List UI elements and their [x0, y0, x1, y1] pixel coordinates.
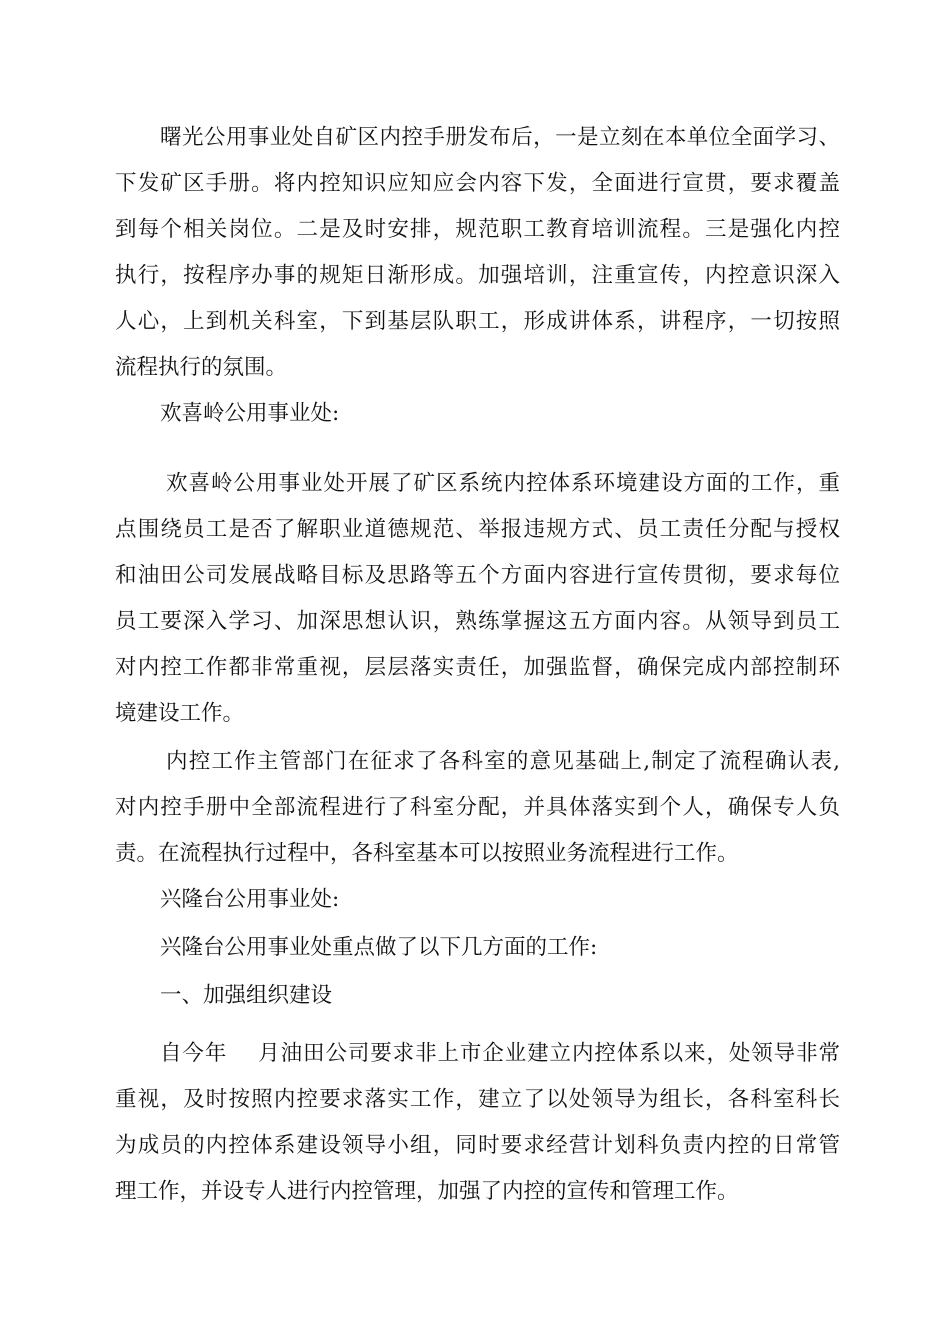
text-line: 对内控手册中全部流程进行了科室分配，并具体落实到个人，确保专人负	[115, 795, 840, 820]
text-line: 兴隆台公用事业处重点做了以下几方面的工作:	[160, 935, 598, 960]
text-line: 到每个相关岗位。二是及时安排，规范职工教育培训流程。三是强化内控	[115, 217, 840, 242]
text-line: 重视，及时按照内控要求落实工作，建立了以处领导为组长，各科室科长	[115, 1087, 840, 1112]
section-heading: 一、加强组织建设	[160, 983, 333, 1008]
text-line: 为成员的内控体系建设领导小组，同时要求经营计划科负责内控的日常管	[115, 1133, 840, 1158]
text-line: 对内控工作都非常重视，层层落实责任，加强监督，确保完成内部控制环	[115, 655, 840, 680]
text-line: 内控工作主管部门在征求了各科室的意见基础上,制定了流程确认表,	[166, 749, 840, 774]
text-line: 自今年 月油田公司要求非上市企业建立内控体系以来，处领导非常	[160, 1041, 840, 1066]
section-heading: 欢喜岭公用事业处:	[160, 401, 340, 426]
text-line: 员工要深入学习、加深思想认识，熟练掌握这五方面内容。从领导到员工	[115, 609, 840, 634]
text-line: 曙光公用事业处自矿区内控手册发布后，一是立刻在本单位全面学习、	[160, 125, 840, 150]
text-line: 境建设工作。	[115, 701, 245, 726]
text-line: 点围绕员工是否了解职业道德规范、举报违规方式、员工责任分配与授权	[115, 517, 840, 542]
text-line: 执行，按程序办事的规矩日渐形成。加强培训，注重宣传，内控意识深入	[115, 263, 840, 288]
text-line: 责。在流程执行过程中，各科室基本可以按照业务流程进行工作。	[115, 841, 739, 866]
section-heading: 兴隆台公用事业处:	[160, 887, 340, 912]
text-line: 欢喜岭公用事业处开展了矿区系统内控体系环境建设方面的工作，重	[166, 471, 840, 496]
text-line: 流程执行的氛围。	[115, 355, 288, 380]
text-line: 下发矿区手册。将内控知识应知应会内容下发，全面进行宣贯，要求覆盖	[115, 171, 840, 196]
text-line: 人心，上到机关科室，下到基层队职工，形成讲体系，讲程序，一切按照	[115, 309, 840, 334]
text-line: 理工作，并设专人进行内控管理，加强了内控的宣传和管理工作。	[115, 1179, 739, 1204]
text-line: 和油田公司发展战略目标及思路等五个方面内容进行宣传贯彻，要求每位	[115, 563, 840, 588]
